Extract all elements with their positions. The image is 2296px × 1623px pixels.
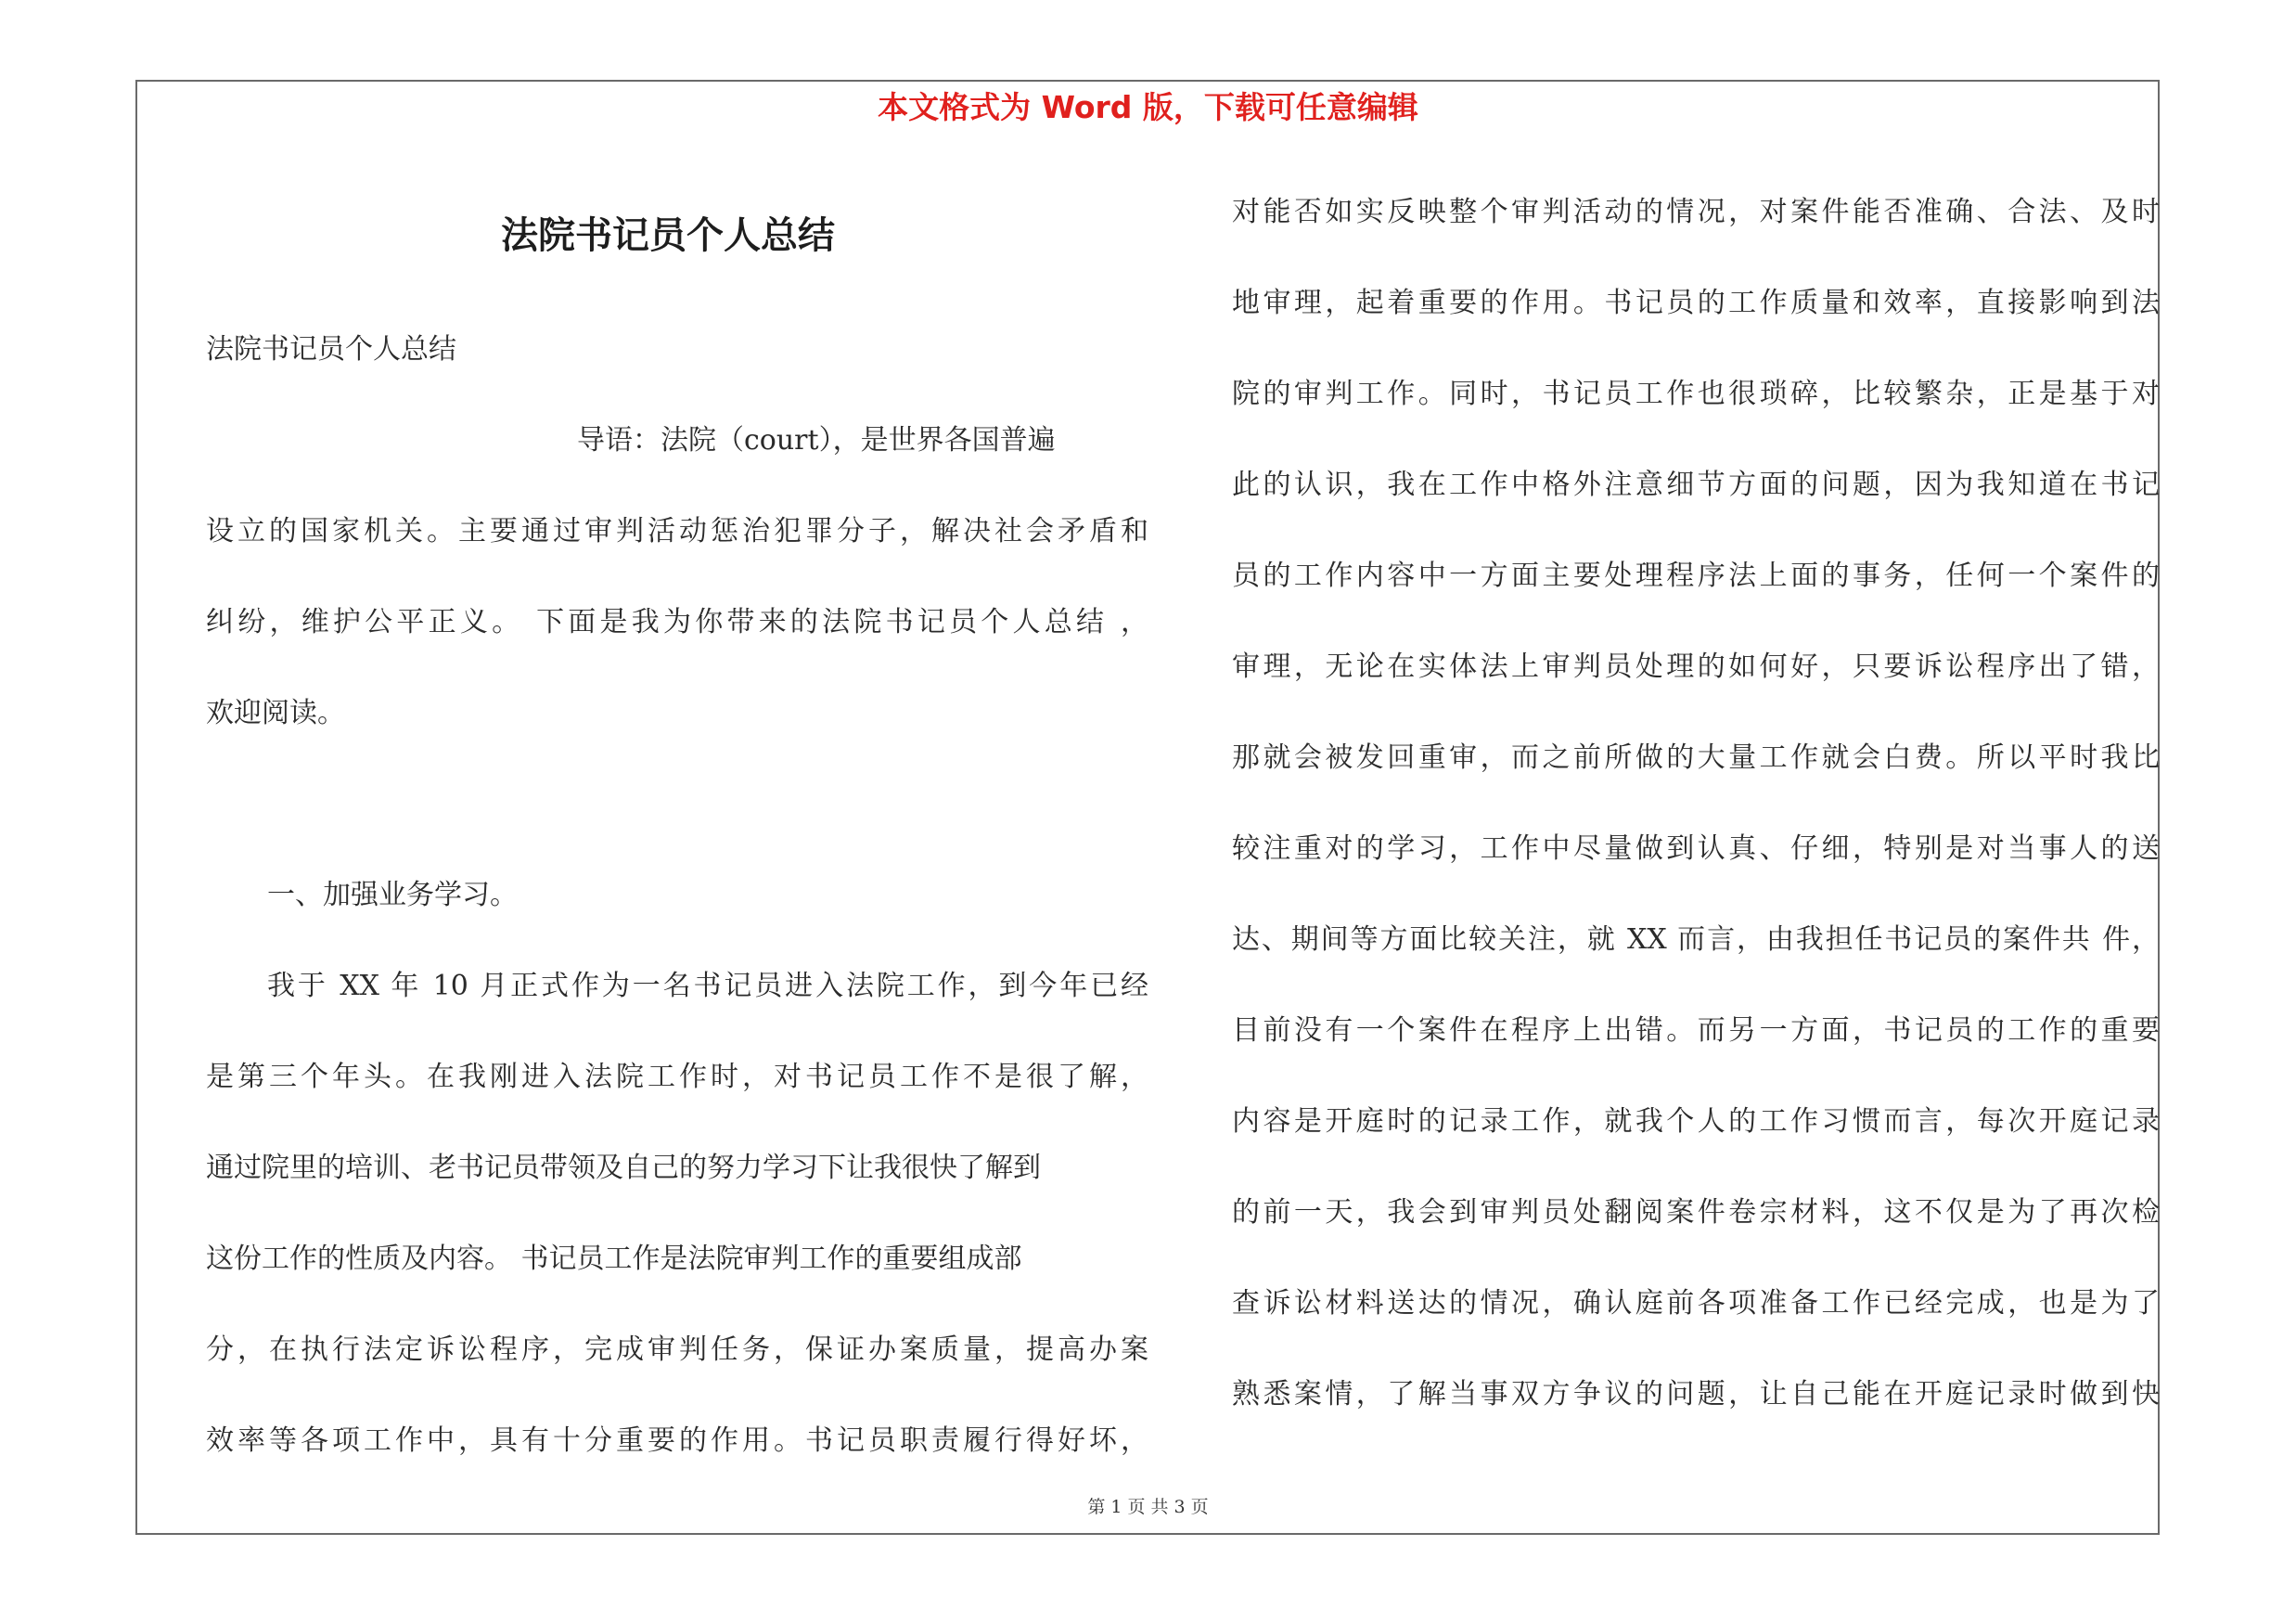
text-line: 那就会被发回重审，而之前所做的大量工作就会白费。所以平时我比: [1232, 741, 2160, 774]
text-line: 欢迎阅读。: [206, 697, 345, 729]
section-heading: 一、加强业务学习。: [267, 879, 518, 911]
text-line: 设立的国家机关。主要通过审判活动惩治犯罪分子，解决社会矛盾和: [206, 515, 1148, 547]
text-line: 内容是开庭时的记录工作，就我个人的工作习惯而言，每次开庭记录: [1232, 1105, 2160, 1138]
text-line: 目前没有一个案件在程序上出错。而另一方面，书记员的工作的重要: [1232, 1014, 2160, 1047]
blank-line: [206, 759, 1148, 850]
text-line: 员的工作内容中一方面主要处理程序法上面的事务，任何一个案件的: [1232, 560, 2160, 592]
text-line: 达、期间等方面比较关注，就 XX 而言，由我担任书记员的案件共 件，: [1232, 923, 2160, 956]
page-number-footer: 第 1 页 共 3 页: [1087, 1497, 1209, 1517]
right-column: [1232, 167, 2160, 1440]
text-line: 查诉讼材料送达的情况，确认庭前各项准备工作已经完成，也是为了: [1232, 1287, 2160, 1320]
text-line: 纠纷，维护公平正义。 下面是我为你带来的法院书记员个人总结 ，: [206, 606, 1148, 638]
text-line: 是第三个年头。在我刚进入法院工作时，对书记员工作不是很了解，: [206, 1061, 1148, 1093]
text-line: 的前一天，我会到审判员处翻阅案件卷宗材料，这不仅是为了再次检: [1232, 1196, 2160, 1229]
editable-notice-banner: 本文格式为 Word 版，下载可任意编辑: [878, 89, 1418, 125]
text-line: 院的审判工作。同时，书记员工作也很琐碎，比较繁杂，正是基于对: [1232, 378, 2160, 410]
text-line: 地审理，起着重要的作用。书记员的工作质量和效率，直接影响到法: [1232, 287, 2160, 319]
text-line: 对能否如实反映整个审判活动的情况，对案件能否准确、合法、及时: [1232, 196, 2160, 228]
text-line: 效率等各项工作中，具有十分重要的作用。书记员职责履行得好坏，: [206, 1424, 1148, 1457]
text-line: 导语：法院（court），是世界各国普遍: [577, 424, 1056, 457]
text-line: 熟悉案情，了解当事双方争议的问题，让自己能在开庭记录时做到快: [1232, 1378, 2160, 1410]
left-column: [206, 304, 1148, 1487]
text-line: 通过院里的培训、老书记员带领及自己的努力学习下让我很快了解到: [206, 1152, 1041, 1184]
subtitle-line: 法院书记员个人总结: [206, 333, 456, 366]
document-title: 法院书记员个人总结: [501, 214, 835, 257]
text-line: 我于 XX 年 10 月正式作为一名书记员进入法院工作，到今年已经: [267, 970, 1148, 1002]
text-line: 这份工作的性质及内容。 书记员工作是法院审判工作的重要组成部: [206, 1243, 1022, 1275]
text-line: 较注重对的学习，工作中尽量做到认真、仔细，特别是对当事人的送: [1232, 832, 2160, 865]
text-line: 审理，无论在实体法上审判员处理的如何好，只要诉讼程序出了错，: [1232, 650, 2160, 683]
text-line: 分，在执行法定诉讼程序，完成审判任务，保证办案质量，提高办案: [206, 1333, 1148, 1366]
text-line: 此的认识，我在工作中格外注意细节方面的问题，因为我知道在书记: [1232, 469, 2160, 501]
